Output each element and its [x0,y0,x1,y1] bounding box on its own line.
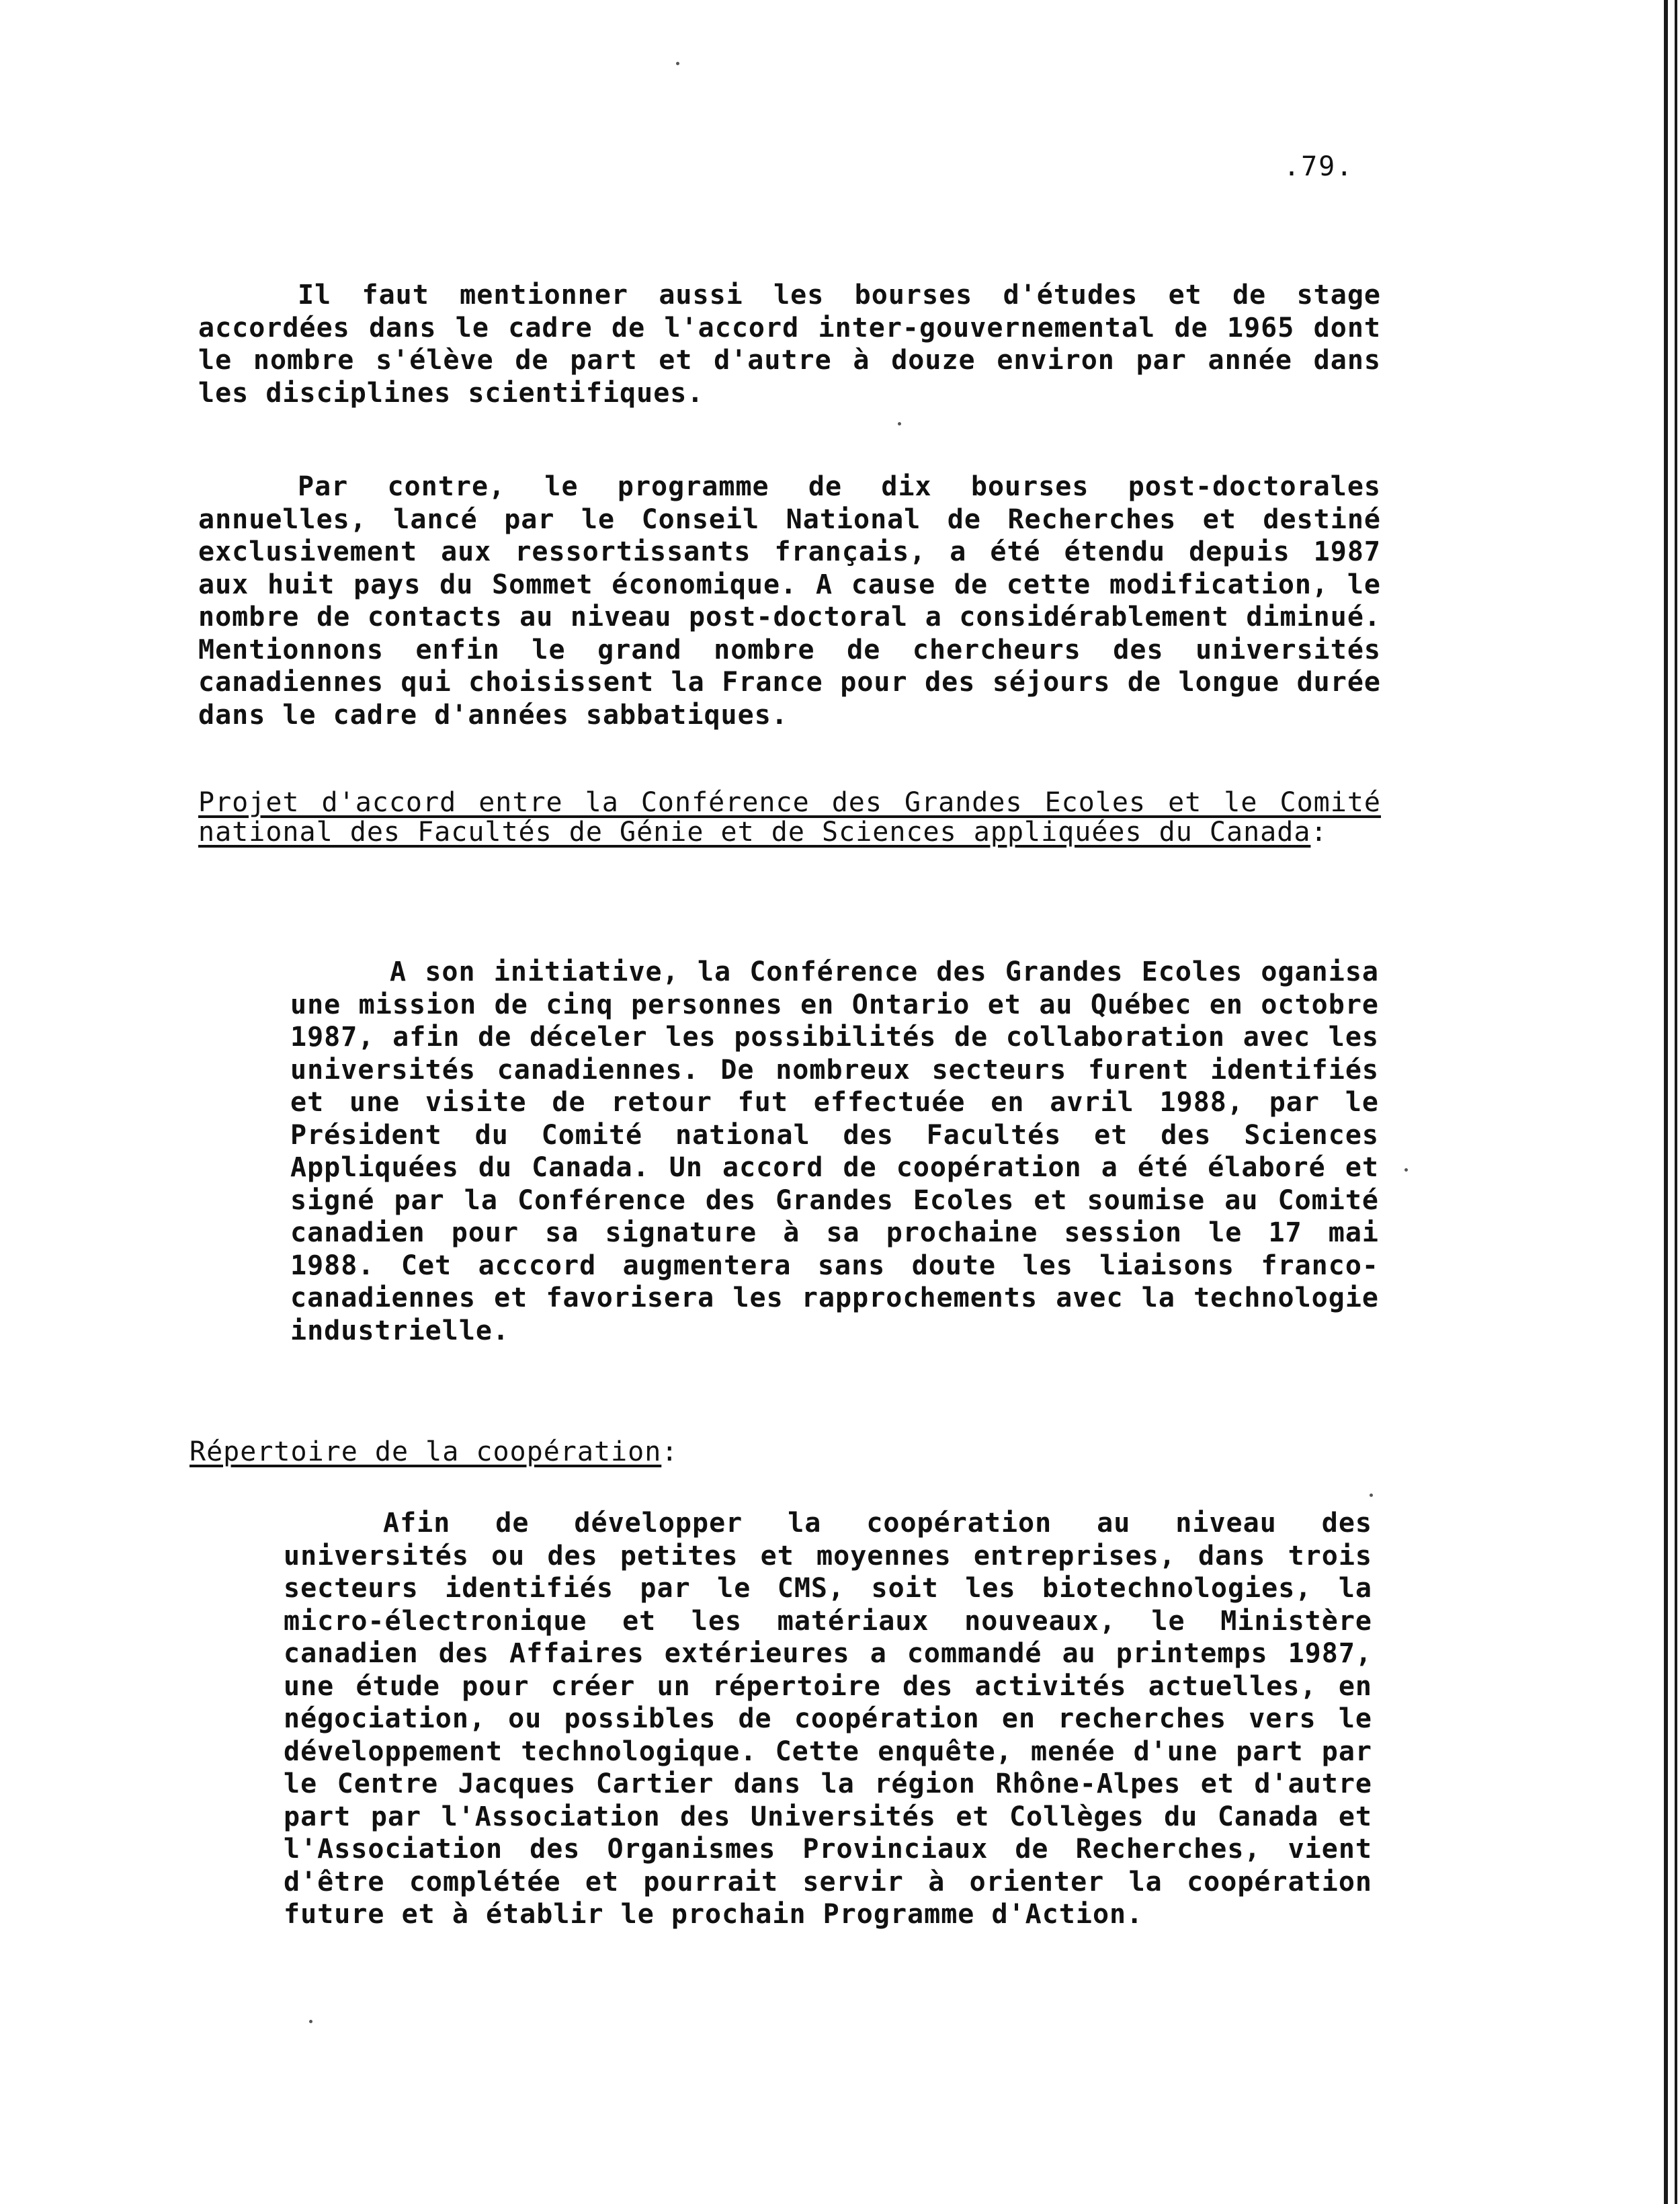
section-heading-repertoire [190,1437,1399,1467]
scan-speck [1370,1494,1373,1497]
page-edge-line [1664,0,1668,2204]
page-number: .79. [1284,151,1354,182]
heading-colon: : [661,1436,679,1467]
scan-speck [1404,1168,1408,1172]
section-heading-projet-accord-text: Projet d'accord entre la Conférence des Grandes Ecoles et le Comité national des Facultés de Génie et de Sciences appliquées du Canada [198,787,1381,848]
page-edge-line [1675,0,1677,2204]
paragraph-conference-grandes-ecoles: A son initiative, la Conférence des Grandes Ecoles oganisa une mission de cinq personnes en Ontario et au Québec en octobre 1987, afin de déceler les possibilités de collaboration avec les universités canadiennes. De nombreux secteurs furent identifiés et une visite de retour fut effectuée en avril 1988, par le Président du Comité national des Facultés et des Sciences Appliquées du Canada. Un accord de coopération a été élaboré et signé par la Conférence des Grandes Ecoles et soumise au Comité canadien pour sa signature à sa prochaine session le 17 mai 1988. Cet acccord augmentera sans doute les liaisons franco-canadiennes et favorisera les rapprochements avec la technologie industrielle. [290,956,1379,1346]
section-heading-projet-accord [198,788,1381,847]
paragraph-bourses-etudes: Il faut mentionner aussi les bourses d'études et de stage accordées dans le cadre de l'accord inter-gouvernemental de 1965 dont le nombre s'élève de part et d'autre à douze environ par année dans les disciplines scientifiques. [198,280,1381,409]
heading-colon: : [1310,817,1328,848]
scan-speck [898,422,901,425]
scan-speck [676,62,679,65]
paragraph-bourses-post-doctorales: Par contre, le programme de dix bourses post-doctorales annuelles, lancé par le Conseil National de Recherches et destiné exclusivement aux ressortissants français, a été étendu depuis 1987 aux huit pays du Sommet économique. A cause de cette modification, le nombre de contacts au niveau post-doctoral a considérablement diminué. Mentionnons enfin le grand nombre de chercheurs des universités canadiennes qui choisissent la France pour des séjours de longue durée dans le cadre d'années sabbatiques. [198,471,1381,731]
paragraph-repertoire-cooperation: Afin de développer la coopération au niveau des universités ou des petites et moyennes entreprises, dans trois secteurs identifiés par le CMS, soit les biotechnologies, la micro-électronique et les matériaux nouveaux, le Ministère canadien des Affaires extérieures a commandé au printemps 1987, une étude pour créer un répertoire des activités actuelles, en négociation, ou possibles de coopération en recherches vers le développement technologique. Cette enquête, menée d'une part par le Centre Jacques Cartier dans la région Rhône-Alpes et d'autre part par l'Association des Universités et Collèges du Canada et l'Association des Organismes Provinciaux de Recherches, vient d'être complétée et pourrait servir à orienter la coopération future et à établir le prochain Programme d'Action. [284,1508,1372,1930]
scan-speck [309,2020,312,2023]
section-heading-repertoire-text: Répertoire de la coopération [190,1436,662,1467]
